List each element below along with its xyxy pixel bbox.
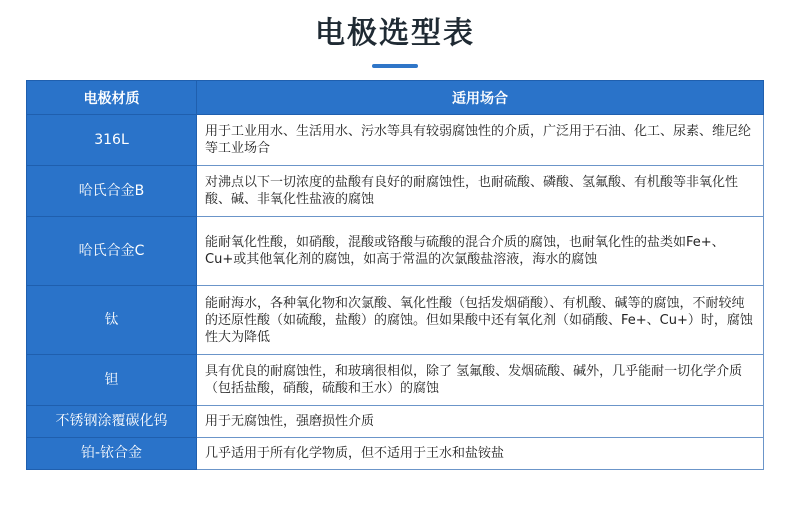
- header-usage: 适用场合: [197, 81, 764, 115]
- table-row: [27, 286, 764, 355]
- usage-cell: 能耐氧化性酸，如硝酸，混酸或铬酸与硫酸的混合介质的腐蚀，也耐氧化性的盐类如Fe+、Cu+或其他氧化剂的腐蚀，如高于常温的次氯酸盐溶液，海水的腐蚀: [197, 217, 764, 286]
- table-row: [27, 166, 764, 217]
- page-title: 电极选型表: [315, 16, 475, 51]
- usage-cell: 用于工业用水、生活用水、污水等具有较弱腐蚀性的介质，广泛用于石油、化工、尿素、维尼纶等工业场合: [197, 115, 764, 166]
- usage-cell: 对沸点以下一切浓度的盐酸有良好的耐腐蚀性，也耐硫酸、磷酸、氢氟酸、有机酸等非氧化性酸、碱、非氧化性盐液的腐蚀: [197, 166, 764, 217]
- title-underline: [372, 64, 418, 68]
- table-row: [27, 406, 764, 438]
- material-cell: 铂-铱合金: [27, 438, 197, 470]
- material-cell: 不锈钢涂覆碳化钨: [27, 406, 197, 438]
- material-cell: 钽: [27, 355, 197, 406]
- electrode-selection-table: [26, 80, 764, 470]
- material-cell: 钛: [27, 286, 197, 355]
- usage-cell: 具有优良的耐腐蚀性，和玻璃很相似，除了 氢氟酸、发烟硫酸、碱外，几乎能耐一切化学介质（包括盐酸，硝酸，硫酸和王水）的腐蚀: [197, 355, 764, 406]
- material-cell: 哈氏合金B: [27, 166, 197, 217]
- header-material: 电极材质: [27, 81, 197, 115]
- table-row: [27, 115, 764, 166]
- material-cell: 哈氏合金C: [27, 217, 197, 286]
- table-header-row: [27, 81, 764, 115]
- table-row: [27, 438, 764, 470]
- usage-cell: 能耐海水，各种氧化物和次氯酸、氧化性酸（包括发烟硝酸）、有机酸、碱等的腐蚀，不耐较纯的还原性酸（如硫酸，盐酸）的腐蚀。但如果酸中还有氧化剂（如硝酸、Fe+、Cu+）时，腐蚀性大为降低: [197, 286, 764, 355]
- table-row: [27, 355, 764, 406]
- table-row: [27, 217, 764, 286]
- material-cell: 316L: [27, 115, 197, 166]
- usage-cell: 用于无腐蚀性，强磨损性介质: [197, 406, 764, 438]
- usage-cell: 几乎适用于所有化学物质，但不适用于王水和盐铵盐: [197, 438, 764, 470]
